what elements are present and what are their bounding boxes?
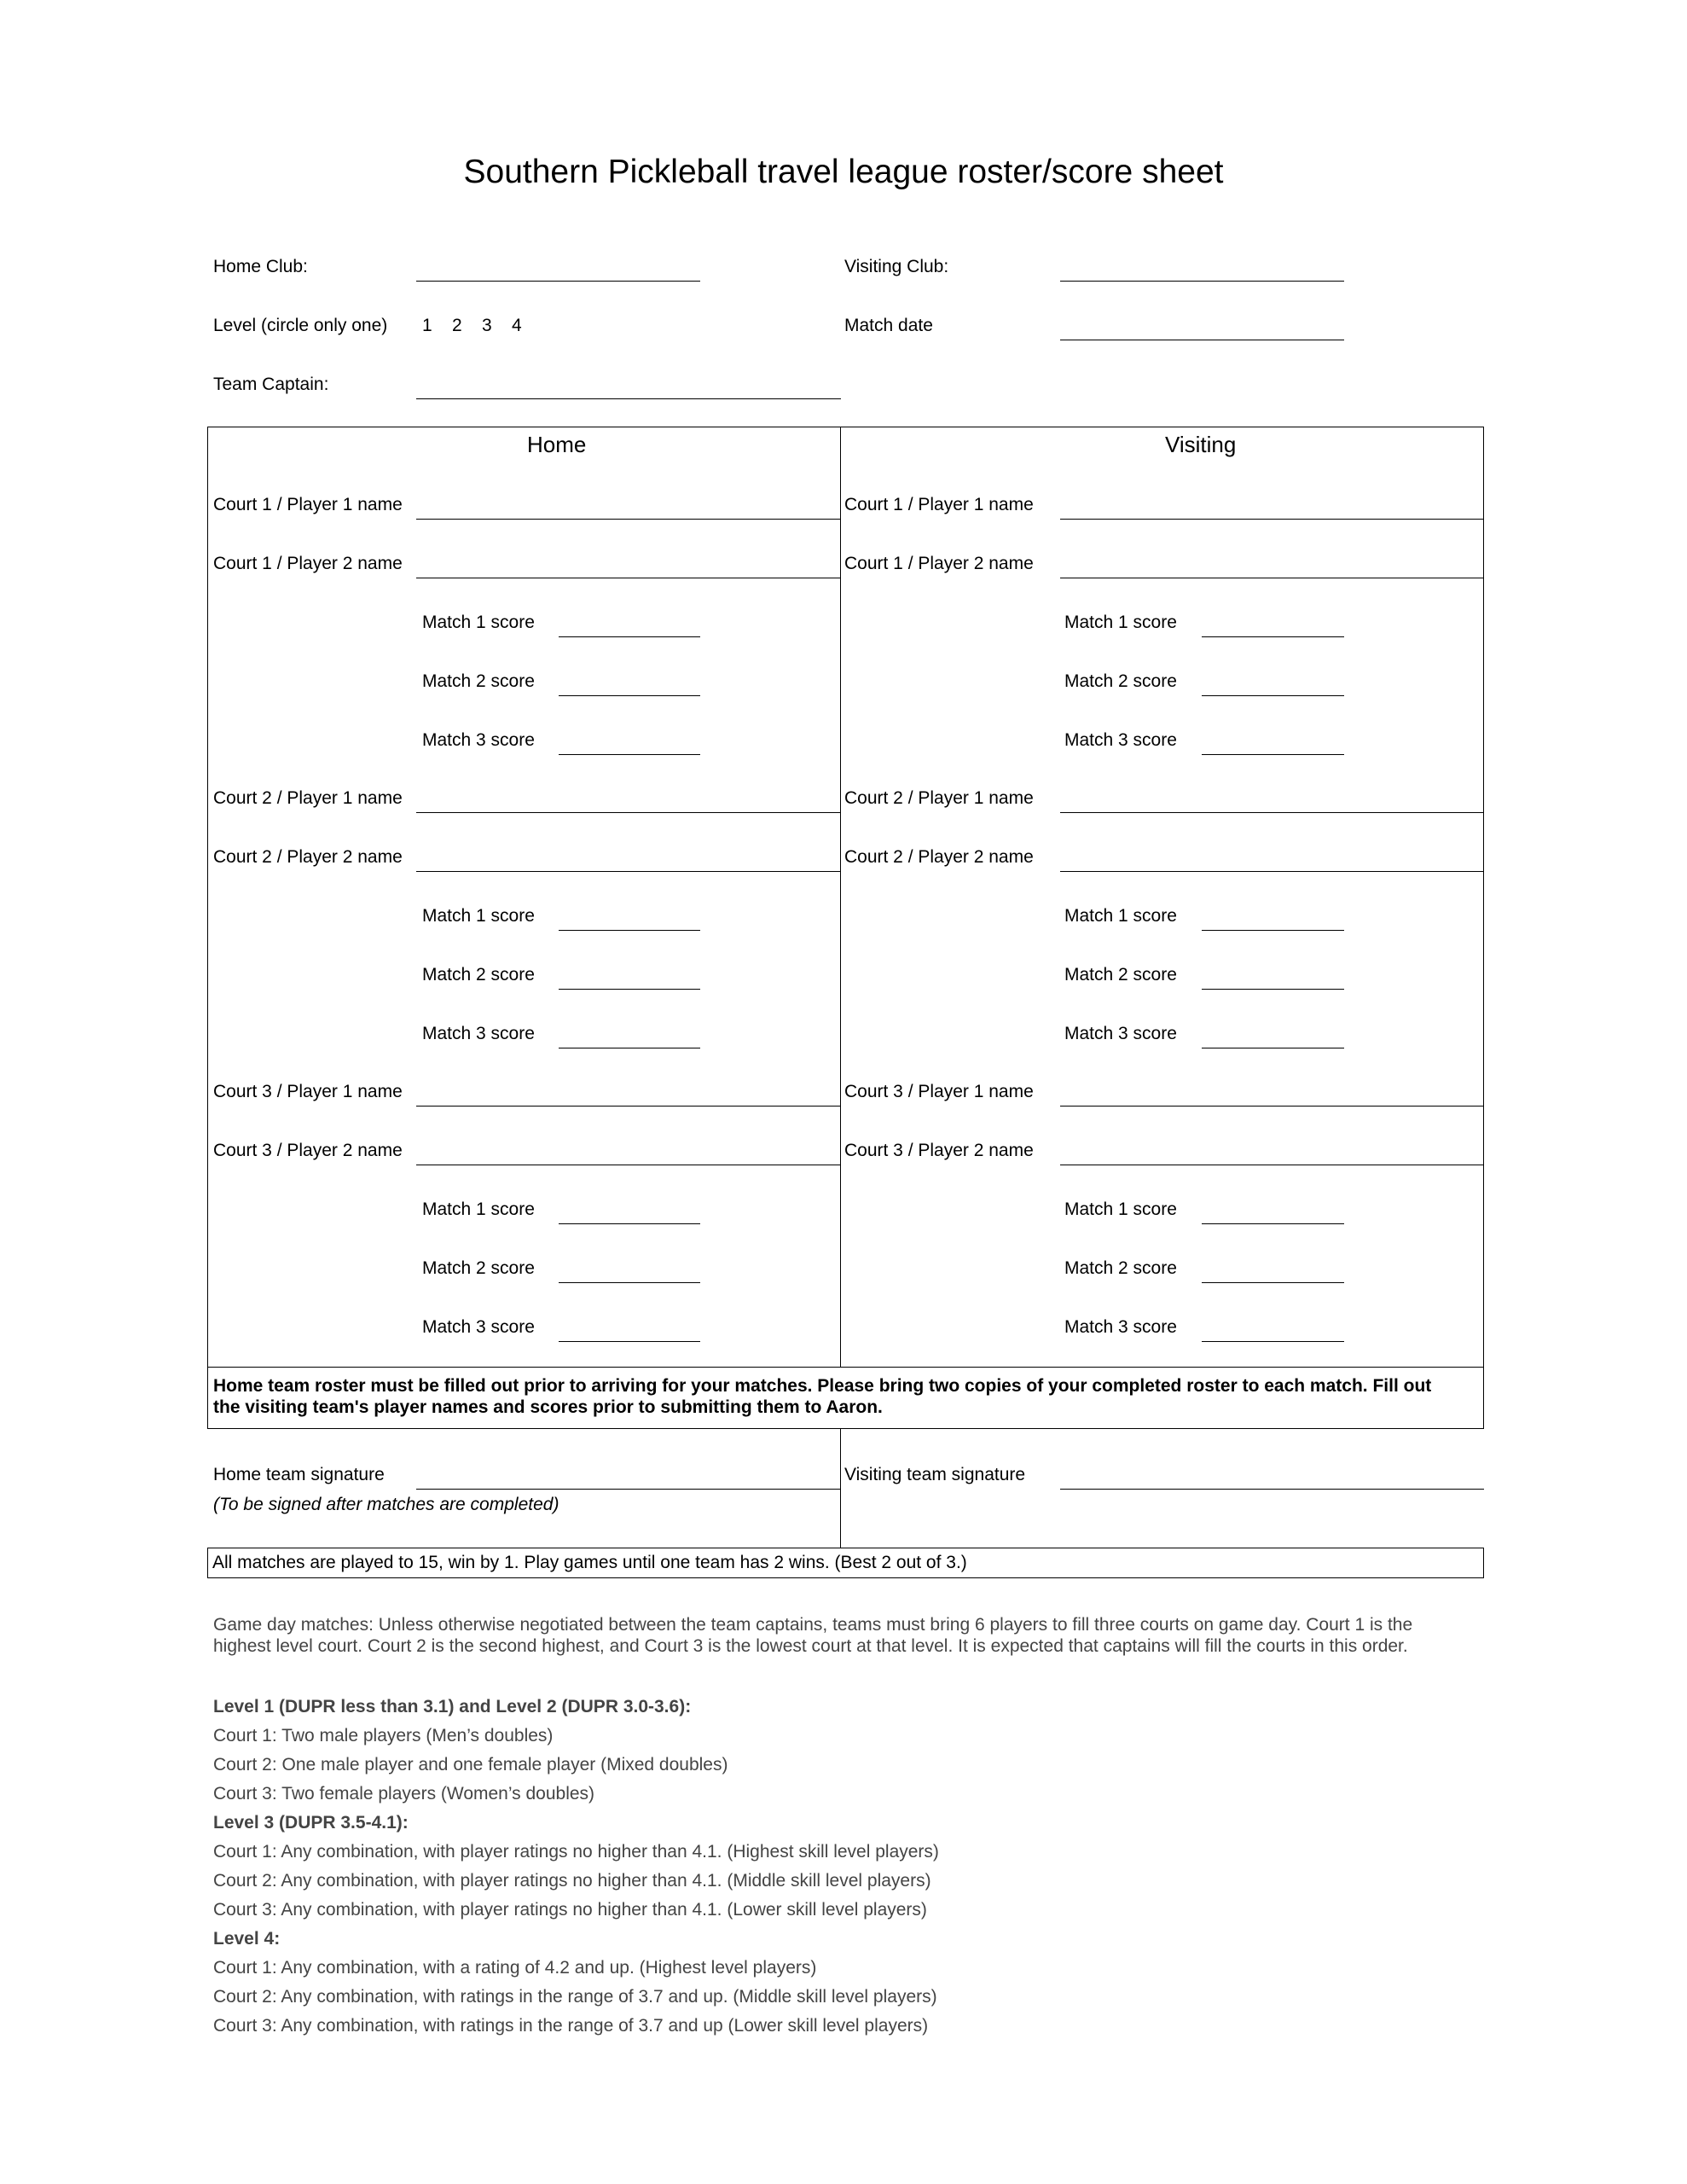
level-4-heading: Level 4: (213, 1929, 281, 1949)
visiting-court1-player1-label: Court 1 / Player 1 name (844, 495, 1034, 514)
home-court2-match1-label: Match 1 score (422, 906, 535, 926)
visiting-court3-match3-label: Match 3 score (1064, 1317, 1177, 1337)
visiting-court2-player1-field[interactable] (1060, 812, 1484, 813)
visiting-court2-match2-field[interactable] (1202, 989, 1344, 990)
home-court1-match3-field[interactable] (559, 754, 700, 755)
home-court3-player2-label: Court 3 / Player 2 name (213, 1141, 403, 1160)
home-court2-player2-field[interactable] (416, 871, 841, 872)
visiting-court3-player2-label: Court 3 / Player 2 name (844, 1141, 1034, 1160)
home-court2-player1-label: Court 2 / Player 1 name (213, 788, 403, 808)
level-option-4[interactable]: 4 (512, 316, 522, 335)
home-court1-player1-label: Court 1 / Player 1 name (213, 495, 403, 514)
visiting-court2-player2-label: Court 2 / Player 2 name (844, 847, 1034, 867)
home-signature-field[interactable] (416, 1489, 841, 1490)
home-signature-note: (To be signed after matches are completed) (213, 1495, 559, 1514)
level-option-1[interactable]: 1 (422, 316, 432, 335)
visiting-club-field[interactable] (1060, 281, 1344, 282)
home-court3-match3-label: Match 3 score (422, 1317, 535, 1337)
level-3-court2: Court 2: Any combination, with player ratings no higher than 4.1. (Middle skill level players) (213, 1871, 931, 1891)
visiting-signature-field[interactable] (1060, 1489, 1484, 1490)
visiting-court3-player1-field[interactable] (1060, 1106, 1484, 1107)
visiting-heading: Visiting (1165, 432, 1237, 457)
game-day-paragraph: Game day matches: Unless otherwise negotiated between the team captains, teams must bring 6 players to fill three courts on game day. Court 1 is the highest level court. Court 2 is the second highest, and Court 3 is the lowest court at that level. It is expected that captains will fill the courts in this order. (213, 1615, 1413, 1656)
level-1-2-court1: Court 1: Two male players (Men’s doubles) (213, 1726, 554, 1745)
home-court2-match2-field[interactable] (559, 989, 700, 990)
home-court3-match2-field[interactable] (559, 1282, 700, 1283)
home-court3-player1-label: Court 3 / Player 1 name (213, 1082, 403, 1101)
roster-notice: Home team roster must be filled out prior to arriving for your matches. Please bring two copies of your completed roster to each match. Fill out the visiting team's player names and scores prior to submitting them to Aaron. (213, 1376, 1432, 1417)
level-option-2[interactable]: 2 (452, 316, 462, 335)
home-court2-match1-field[interactable] (559, 930, 700, 931)
level-label: Level (circle only one) (213, 316, 388, 335)
level-1-2-court2: Court 2: One male player and one female player (Mixed doubles) (213, 1755, 728, 1774)
home-club-field[interactable] (416, 281, 700, 282)
home-court2-match3-label: Match 3 score (422, 1024, 535, 1043)
home-court1-match1-label: Match 1 score (422, 613, 535, 632)
home-court1-match2-label: Match 2 score (422, 671, 535, 691)
level-1-2-heading: Level 1 (DUPR less than 3.1) and Level 2 (DUPR 3.0-3.6): (213, 1697, 692, 1716)
home-court1-player2-label: Court 1 / Player 2 name (213, 554, 403, 573)
team-captain-label: Team Captain: (213, 375, 329, 394)
home-court1-match2-field[interactable] (559, 695, 700, 696)
home-court1-player1-field[interactable] (416, 519, 841, 520)
visiting-court1-match1-field[interactable] (1202, 636, 1344, 637)
roster-divider (840, 427, 841, 1367)
visiting-court1-match3-label: Match 3 score (1064, 730, 1177, 750)
level-4-court3: Court 3: Any combination, with ratings in the range of 3.7 and up (Lower skill level players) (213, 2016, 929, 2036)
visiting-court1-player1-field[interactable] (1060, 519, 1484, 520)
level-3-court1: Court 1: Any combination, with player ratings no higher than 4.1. (Highest skill level players) (213, 1842, 939, 1862)
visiting-court3-match1-label: Match 1 score (1064, 1199, 1177, 1219)
visiting-court1-player2-label: Court 1 / Player 2 name (844, 554, 1034, 573)
team-captain-field[interactable] (416, 398, 841, 399)
visiting-court3-player1-label: Court 3 / Player 1 name (844, 1082, 1034, 1101)
home-court3-match1-field[interactable] (559, 1223, 700, 1224)
visiting-court2-player1-label: Court 2 / Player 1 name (844, 788, 1034, 808)
visiting-signature-label: Visiting team signature (844, 1465, 1026, 1484)
visiting-club-label: Visiting Club: (844, 257, 949, 276)
visiting-court2-match2-label: Match 2 score (1064, 965, 1177, 985)
level-3-court3: Court 3: Any combination, with player ratings no higher than 4.1. (Lower skill level players) (213, 1900, 927, 1920)
home-court3-match2-label: Match 2 score (422, 1258, 535, 1278)
visiting-court1-match2-label: Match 2 score (1064, 671, 1177, 691)
visiting-court1-match2-field[interactable] (1202, 695, 1344, 696)
visiting-court3-match3-field[interactable] (1202, 1341, 1344, 1342)
match-date-label: Match date (844, 316, 933, 335)
home-heading: Home (527, 432, 587, 457)
visiting-court2-match1-field[interactable] (1202, 930, 1344, 931)
home-court1-match1-field[interactable] (559, 636, 700, 637)
rules-line: All matches are played to 15, win by 1. Play games until one team has 2 wins. (Best 2 out of 3.) (212, 1553, 967, 1572)
visiting-court3-match2-label: Match 2 score (1064, 1258, 1177, 1278)
home-court1-match3-label: Match 3 score (422, 730, 535, 750)
visiting-court1-match3-field[interactable] (1202, 754, 1344, 755)
home-court3-player1-field[interactable] (416, 1106, 841, 1107)
level-4-court1: Court 1: Any combination, with a rating of 4.2 and up. (Highest level players) (213, 1958, 817, 1978)
level-3-heading: Level 3 (DUPR 3.5-4.1): (213, 1813, 409, 1833)
page-title: Southern Pickleball travel league roster/score sheet (463, 154, 1224, 190)
visiting-court3-match2-field[interactable] (1202, 1282, 1344, 1283)
home-court3-match3-field[interactable] (559, 1341, 700, 1342)
notice-top-border (207, 1367, 1484, 1368)
level-1-2-court3: Court 3: Two female players (Women’s doubles) (213, 1784, 595, 1804)
home-club-label: Home Club: (213, 257, 308, 276)
visiting-court3-match1-field[interactable] (1202, 1223, 1344, 1224)
home-court3-match1-label: Match 1 score (422, 1199, 535, 1219)
visiting-court2-match1-label: Match 1 score (1064, 906, 1177, 926)
visiting-court1-match1-label: Match 1 score (1064, 613, 1177, 632)
home-court2-player1-field[interactable] (416, 812, 841, 813)
level-4-court2: Court 2: Any combination, with ratings in the range of 3.7 and up. (Middle skill level players) (213, 1987, 937, 2007)
visiting-court2-match3-label: Match 3 score (1064, 1024, 1177, 1043)
home-court2-player2-label: Court 2 / Player 2 name (213, 847, 403, 867)
visiting-court2-player2-field[interactable] (1060, 871, 1484, 872)
home-signature-label: Home team signature (213, 1465, 385, 1484)
home-court2-match2-label: Match 2 score (422, 965, 535, 985)
level-option-3[interactable]: 3 (482, 316, 492, 335)
